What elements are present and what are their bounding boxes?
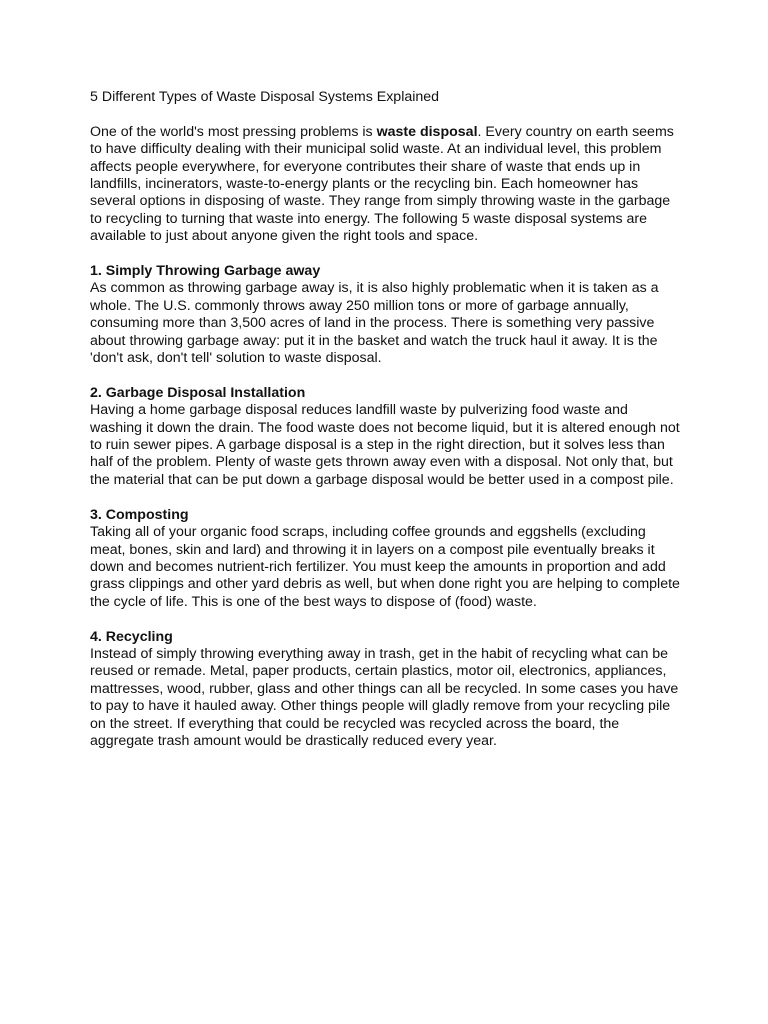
section-body: Having a home garbage disposal reduces landfill waste by pulverizing food waste and washing it down the drain. The food waste does not become liquid, but it is altered enough not to ruin sewer pipes. A garbage disposal is a step in the right direction, but it solves less than half of the problem. Plenty of waste gets thrown away even with a disposal. Not only that, but the material that can be put down a garbage disposal would be better used in a compost pile. bbox=[90, 402, 680, 488]
document-page bbox=[90, 89, 680, 768]
section-heading: 4. Recycling bbox=[90, 628, 173, 645]
section-heading: 1. Simply Throwing Garbage away bbox=[90, 263, 321, 280]
section-composting bbox=[90, 507, 680, 611]
section-recycling bbox=[90, 629, 680, 751]
intro-bold-term: waste disposal bbox=[376, 123, 478, 140]
section-throwing-garbage bbox=[90, 263, 680, 367]
section-body: Taking all of your organic food scraps, including coffee grounds and eggshells (excluding meat, bones, skin and lard) and throwing it in layers on a compost pile eventually breaks it down and becomes nutrient-rich fertilizer. You must keep the amounts in proportion and add grass clippings and other yard debris as well, but when done right you are helping to complete the cycle of life. This is one of the best ways to dispose of (food) waste. bbox=[90, 524, 680, 610]
section-body: As common as throwing garbage away is, it is also highly problematic when it is taken as a whole. The U.S. commonly throws away 250 million tons or more of garbage annually, consuming more than 3,500 acres of land in the process. There is something very passive about throwing garbage away: put it in the basket and watch the truck haul it away. It is the 'don't ask, don't tell' solution to waste disposal. bbox=[90, 280, 659, 367]
document-title: 5 Different Types of Waste Disposal Systems Explained bbox=[90, 89, 440, 105]
section-heading: 3. Composting bbox=[90, 506, 189, 523]
section-garbage-disposal bbox=[90, 385, 680, 489]
intro-paragraph bbox=[90, 124, 680, 246]
section-body: Instead of simply throwing everything away in trash, get in the habit of recycling what can be reused or remade. Metal, paper products, certain plastics, motor oil, electronics, appliances, mattresses, wood, rubber, glass and other things can all be recycled. In some cases you have to pay to have it hauled away. Other things people will gladly remove from your recycling pile on the street. If everything that could be recycled was recycled across the board, the aggregate trash amount would be drastically reduced every year. bbox=[90, 645, 679, 749]
intro-text-rest: . Every country on earth seems to have difficulty dealing with their municipal solid waste. At an individual level, this problem affects people everywhere, for everyone contributes their share of waste that ends up in landfills, incinerators, waste-to-energy plants or the recycling bin. Each homeowner has several options in disposing of waste. They range from simply throwing waste in the garbage to recycling to turning that waste into energy. The following 5 waste disposal systems are available to just about anyone given the right tools and space. bbox=[90, 123, 674, 245]
section-heading: 2. Garbage Disposal Installation bbox=[90, 384, 306, 401]
intro-text-start: One of the world's most pressing problems is bbox=[90, 123, 377, 140]
